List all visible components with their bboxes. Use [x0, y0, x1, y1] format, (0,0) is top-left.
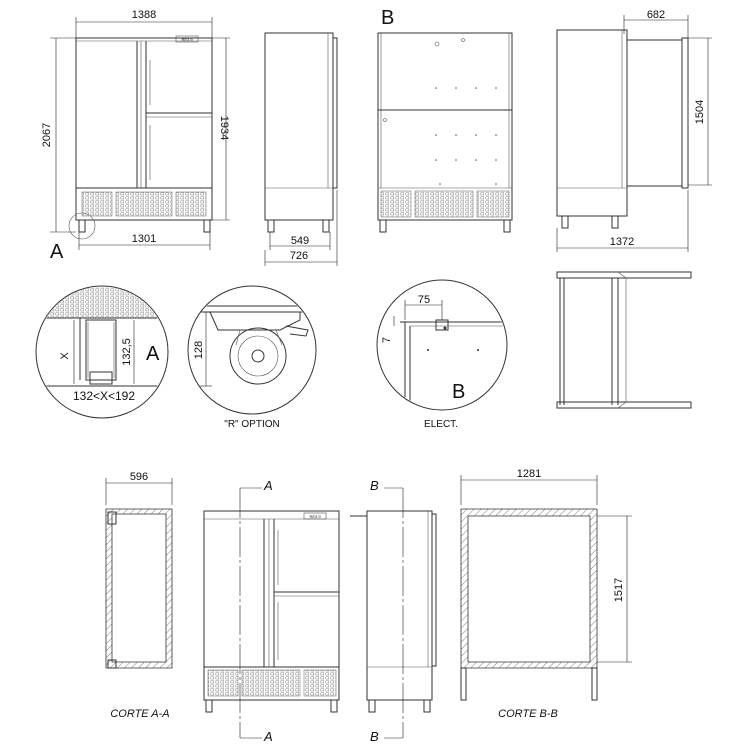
- dim-front-base: 1301: [131, 233, 157, 245]
- section-a-a: [106, 471, 172, 720]
- elect-detail: [377, 280, 510, 430]
- brand-badge-cut: RE3.9: [309, 514, 321, 519]
- interior-view-b: [378, 7, 512, 232]
- dim-leg-range: 132<X<192: [72, 389, 136, 403]
- dim-open-door: 682: [646, 9, 666, 21]
- dim-open-height: 1504: [694, 99, 706, 125]
- corte-aa-caption: CORTE A-A: [110, 708, 170, 720]
- open-frame-view: [557, 272, 691, 408]
- dim-castor-height: 128: [193, 340, 205, 360]
- view-b-marker: B: [381, 7, 395, 29]
- side-view-cut: [350, 478, 436, 744]
- dim-open-depth: 1372: [609, 236, 635, 248]
- brand-badge-front: RE3.9: [181, 37, 193, 42]
- dim-section-b-height: 1517: [613, 577, 625, 603]
- dim-section-a-width: 596: [129, 471, 149, 483]
- open-door-view: [557, 9, 712, 252]
- elect-caption: ELECT.: [424, 419, 458, 430]
- detail-a: [36, 284, 168, 418]
- detail-a-circle-label: A: [146, 343, 160, 365]
- section-b-b: [461, 468, 632, 720]
- dim-side-inner-depth: 549: [290, 235, 310, 247]
- cut-a-top: A: [264, 478, 273, 493]
- dim-elect-x: 75: [417, 294, 431, 306]
- dim-leg-height: 132,5: [121, 338, 133, 366]
- detail-b-circle-label: B: [452, 381, 466, 403]
- cut-a-bottom: A: [264, 729, 273, 744]
- detail-a-marker: A: [50, 241, 64, 263]
- r-option-caption: "R" OPTION: [224, 419, 280, 430]
- corte-bb-caption: CORTE B-B: [498, 708, 558, 720]
- dim-elect-y: 7: [381, 336, 393, 344]
- dim-side-depth: 726: [289, 250, 309, 262]
- castor-detail: [188, 286, 316, 430]
- side-view: [265, 33, 337, 266]
- shelf-dots: [435, 87, 497, 185]
- dim-section-b-width: 1281: [516, 468, 542, 480]
- cut-b-bottom: B: [370, 729, 379, 744]
- dim-leg-variable: X: [59, 352, 71, 360]
- front-view: [41, 9, 230, 263]
- dim-door-height: 1934: [218, 115, 230, 141]
- dim-front-height: 2067: [41, 122, 53, 148]
- cut-b-top: B: [370, 478, 379, 493]
- dim-front-width: 1388: [131, 9, 157, 21]
- front-view-cut: [204, 478, 339, 744]
